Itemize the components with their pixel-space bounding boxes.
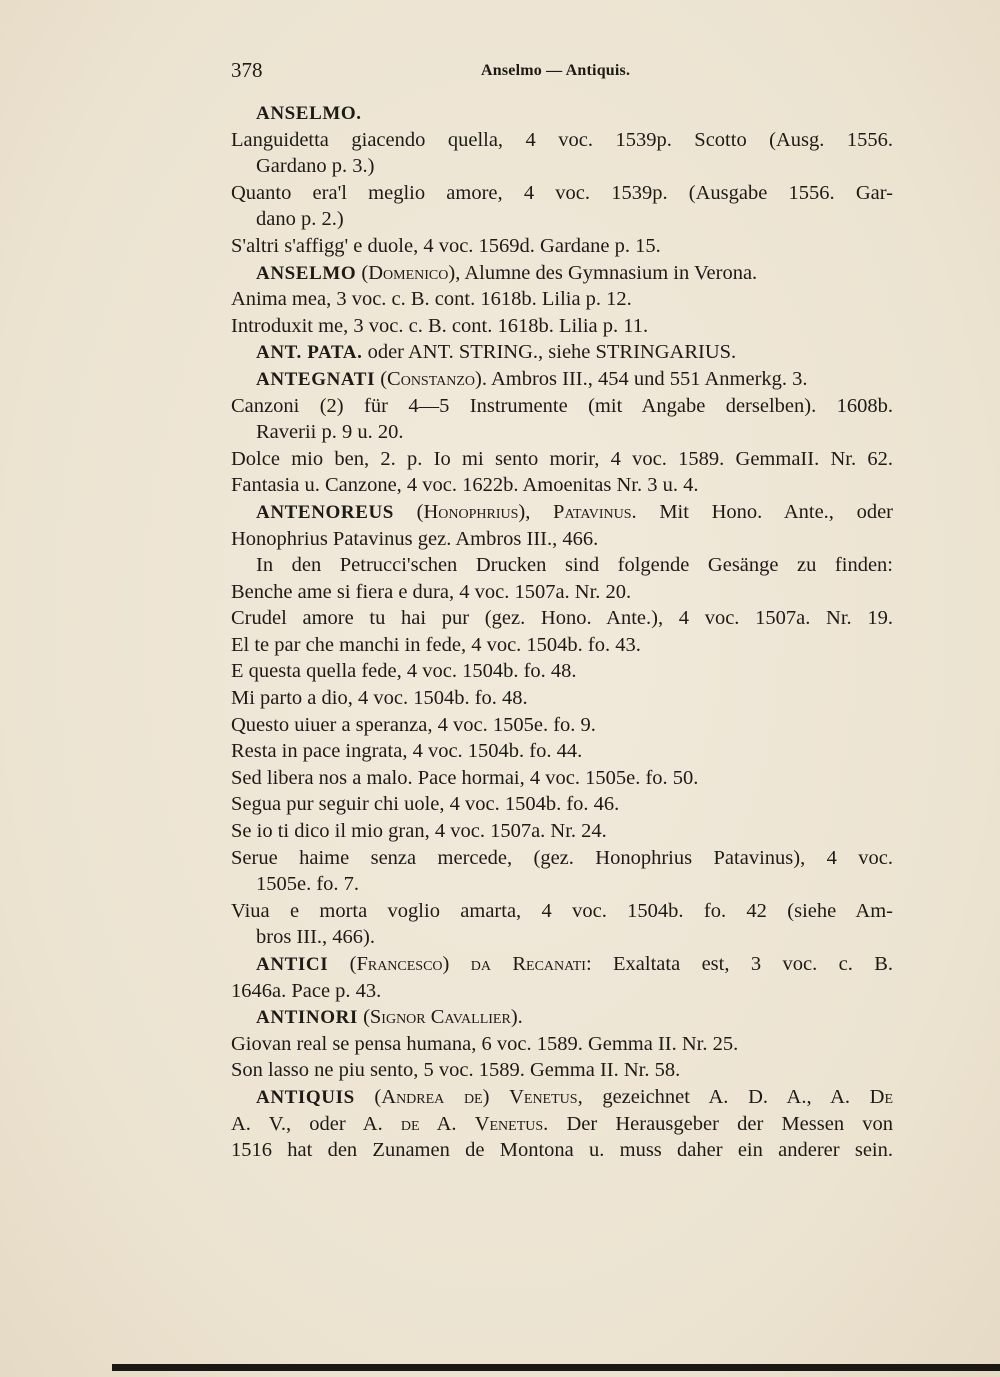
text-line: [231, 978, 893, 1005]
entry-headword: ANTINORI: [256, 1007, 358, 1029]
text-run: ), Alumne des Gymnasium in Verona.: [448, 261, 758, 284]
text-run: E questa quella fede, 4 voc. 1504b. fo. 48.: [231, 660, 577, 683]
entry-headword: ANTICI: [256, 954, 329, 975]
text-line: [231, 393, 893, 420]
text-line: [231, 685, 893, 712]
text-run: Anima mea, 3 voc. c. B. cont. 1618b. Lilia p. 12.: [231, 288, 632, 311]
small-caps-name: Signor Cavallier: [369, 1006, 511, 1029]
small-caps-name: Francesco: [356, 953, 443, 975]
text-run: Introduxit me, 3 voc. c. B. cont. 1618b. Lilia p. 11.: [231, 314, 649, 337]
text-run: 1646a. Pace p. 43.: [231, 979, 382, 1002]
text-run: Canzoni (2) für 4—5 Instrumente (mit Angabe derselben). 1608b.: [231, 394, 893, 417]
text-line: [231, 313, 893, 340]
text-line: [231, 472, 893, 499]
text-line: [231, 1137, 893, 1164]
text-line: [231, 791, 893, 818]
text-line: [231, 233, 893, 260]
text-run: oder ANT. STRING., siehe STRINGARIUS.: [362, 341, 737, 364]
text-run: Dolce mio ben, 2. p. Io mi sento morir, 4 voc. 1589. GemmaII. Nr. 62.: [231, 447, 893, 470]
text-line: [231, 286, 893, 313]
entry-headword: ANT. PATA.: [256, 342, 363, 364]
entry-headword: ANTEGNATI: [256, 368, 376, 390]
text-line: [231, 526, 893, 553]
text-run: Benche ame si fiera e dura, 4 voc. 1507a. Nr. 20.: [231, 580, 632, 603]
text-run: Mi parto a dio, 4 voc. 1504b. fo. 48.: [231, 687, 528, 710]
text-run: dano p. 2.): [256, 208, 344, 231]
text-line: [231, 339, 893, 366]
text-run: Viua e morta voglio amarta, 4 voc. 1504b. fo. 42 (siehe Am-: [231, 899, 893, 922]
text-run: ). Ambros III., 454 und 551 Anmerkg. 3.: [475, 367, 808, 390]
text-line: [231, 206, 893, 233]
text-run: ): [482, 1085, 510, 1108]
text-run: Gardano p. 3.): [256, 155, 375, 178]
entry-headword: ANTIQUIS: [256, 1086, 355, 1108]
text-run: ): [442, 953, 471, 975]
text-line: [231, 100, 893, 127]
text-line: [231, 605, 893, 632]
small-caps-name: Domenico: [368, 261, 449, 284]
text-line: [231, 419, 893, 446]
text-line: [231, 632, 893, 659]
text-line: [231, 845, 893, 872]
text-line: [231, 871, 893, 898]
small-caps-name: Venetus: [474, 1112, 544, 1135]
text-line: [231, 924, 893, 951]
text-line: [231, 579, 893, 606]
text-run: 1516 hat den Zunamen de Montona u. muss daher ein anderer sein.: [231, 1139, 893, 1162]
entry-headword: ANSELMO.: [256, 103, 362, 124]
dictionary-entries: [231, 100, 893, 1164]
small-caps-name: Venetus: [509, 1085, 578, 1108]
text-line: [231, 898, 893, 925]
text-line: [231, 1057, 893, 1084]
text-run: bros III., 466).: [256, 926, 375, 949]
text-run: Questo uiuer a speranza, 4 voc. 1505e. fo. 9.: [231, 713, 596, 736]
text-run: (: [393, 500, 424, 523]
text-line: [231, 951, 893, 978]
text-line: [231, 1004, 893, 1031]
text-run: Fantasia u. Canzone, 4 voc. 1622b. Amoenitas Nr. 3 u. 4.: [231, 474, 699, 497]
text-run: Giovan real se pensa humana, 6 voc. 1589. Gemma II. Nr. 25.: [231, 1032, 739, 1055]
text-run: Son lasso ne piu sento, 5 voc. 1589. Gemma II. Nr. 58.: [231, 1059, 681, 1082]
text-run: (: [357, 1006, 370, 1029]
running-title: Anselmo — Antiquis.: [481, 62, 631, 79]
text-line: [231, 552, 893, 579]
text-line: [231, 1084, 893, 1111]
text-run: El te par che manchi in fede, 4 voc. 1504b. fo. 43.: [231, 633, 641, 656]
text-run: , gezeichnet A. D. A., A.: [577, 1085, 870, 1108]
text-run: A. V., oder A.: [231, 1112, 401, 1135]
text-line: [231, 658, 893, 685]
small-caps-name: Honophrius: [423, 500, 519, 523]
small-caps-name: da Recanati: [470, 953, 586, 975]
text-line: [231, 446, 893, 473]
text-run: (: [356, 261, 369, 284]
text-line: [231, 738, 893, 765]
text-run: Raverii p. 9 u. 20.: [256, 421, 404, 444]
text-run: In den Petrucci'schen Drucken sind folgende Gesänge zu finden:: [256, 554, 893, 577]
text-run: . Der Herausgeber der Messen von: [543, 1112, 893, 1135]
text-line: [231, 1031, 893, 1058]
text-run: Serue haime senza mercede, (gez. Honophrius Patavinus), 4 voc.: [231, 846, 893, 869]
text-run: Quanto era'l meglio amore, 4 voc. 1539p. (Ausgabe 1556. Gar-: [231, 181, 893, 204]
text-run: Honophrius Patavinus gez. Ambros III., 466.: [231, 527, 599, 550]
small-caps-name: Patavinus: [553, 500, 632, 523]
text-run: ),: [518, 500, 554, 523]
text-line: [231, 499, 893, 526]
page-number: 378: [231, 58, 263, 82]
text-line: [231, 818, 893, 845]
small-caps-name: Andrea de: [381, 1085, 483, 1108]
entry-headword: ANSELMO: [256, 262, 357, 284]
text-line: [231, 765, 893, 792]
text-line: [231, 366, 893, 393]
text-run: S'altri s'affigg' e duole, 4 voc. 1569d. Gardane p. 15.: [231, 234, 661, 257]
text-run: Languidetta giacendo quella, 4 voc. 1539p. Scotto (Ausg. 1556.: [231, 128, 893, 151]
text-run: Resta in pace ingrata, 4 voc. 1504b. fo. 44.: [231, 740, 583, 763]
text-line: [231, 153, 893, 180]
text-run: Crudel amore tu hai pur (gez. Hono. Ante.), 4 voc. 1507a. Nr. 19.: [231, 607, 893, 630]
text-line: [231, 712, 893, 739]
small-caps-name: de: [400, 1112, 420, 1135]
text-line: [231, 180, 893, 207]
text-run: (: [354, 1085, 382, 1108]
text-run: : Exaltata est, 3 voc. c. B.: [585, 953, 894, 975]
text-line: [231, 1111, 893, 1138]
text-line: [231, 127, 893, 154]
scan-edge-bar: [112, 1364, 1000, 1371]
text-run: (: [375, 367, 388, 390]
small-caps-name: Constanzo: [387, 367, 476, 390]
text-run: Se io ti dico il mio gran, 4 voc. 1507a. Nr. 24.: [231, 820, 607, 843]
text-run: Segua pur seguir chi uole, 4 voc. 1504b. fo. 46.: [231, 793, 620, 816]
text-run: 1505e. fo. 7.: [256, 873, 360, 896]
text-run: Sed libera nos a malo. Pace hormai, 4 voc. 1505e. fo. 50.: [231, 766, 699, 789]
text-run: (: [328, 953, 357, 975]
small-caps-name: De: [869, 1085, 894, 1108]
page-header: [231, 58, 891, 90]
entry-headword: ANTENOREUS: [256, 501, 394, 523]
text-run: . Mit Hono. Ante., oder: [631, 500, 894, 523]
text-run: ).: [510, 1006, 523, 1029]
text-line: [231, 260, 893, 287]
text-run: A.: [419, 1112, 475, 1135]
